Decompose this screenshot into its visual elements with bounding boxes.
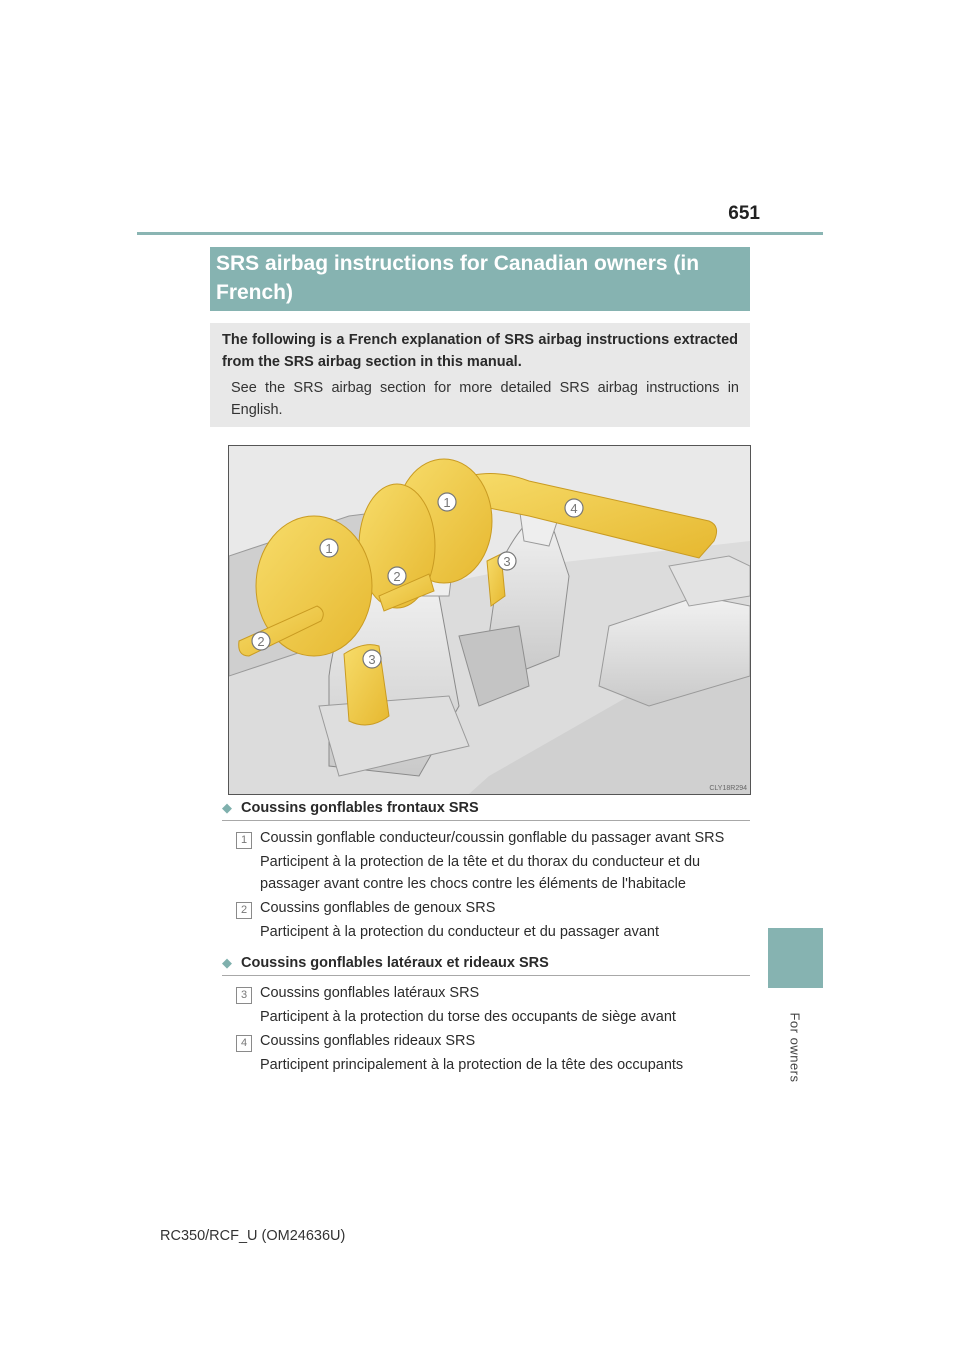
page-number: 651 bbox=[728, 203, 760, 224]
car-interior-drawing bbox=[229, 446, 750, 794]
callout-badge bbox=[388, 567, 406, 585]
section-heading-frontal bbox=[222, 799, 750, 821]
svg-text:2: 2 bbox=[393, 569, 401, 584]
section-heading-side-curtain bbox=[222, 954, 750, 976]
intro-note: See the SRS airbag section for more detailed SRS airbag instructions in English. bbox=[231, 380, 739, 418]
intro-box bbox=[210, 323, 750, 427]
item-description: Participent à la protection de la tête et du thorax du conducteur et du passager avant contre les chocs contre les éléments de l'habitacle bbox=[260, 854, 701, 892]
header-rule bbox=[137, 232, 823, 235]
item-description: Participent à la protection du torse des occupants de siège avant bbox=[260, 1009, 676, 1025]
diamond-bullet-icon: ◆ bbox=[222, 800, 232, 815]
svg-text:3: 3 bbox=[368, 652, 376, 667]
svg-text:1: 1 bbox=[443, 495, 451, 510]
callout-badge bbox=[438, 493, 456, 511]
intro-text: The following is a French explanation of SRS airbag instructions extracted from the SRS airbag section in this manual. bbox=[222, 332, 738, 370]
svg-text:4: 4 bbox=[570, 501, 578, 516]
section-label: Coussins gonflables latéraux et rideaux SRS bbox=[241, 955, 549, 971]
page-title: SRS airbag instructions for Canadian owners (in French) bbox=[216, 252, 700, 304]
diamond-bullet-icon: ◆ bbox=[222, 955, 232, 970]
item-description: Participent principalement à la protection de la tête des occupants bbox=[260, 1057, 684, 1073]
footer-model-code: RC350/RCF_U (OM24636U) bbox=[160, 1228, 346, 1244]
svg-text:2: 2 bbox=[257, 634, 265, 649]
chapter-tab-label: For owners bbox=[787, 1012, 803, 1083]
item-title: Coussin gonflable conducteur/coussin gonflable du passager avant SRS bbox=[260, 830, 725, 846]
item-title: Coussins gonflables de genoux SRS bbox=[260, 900, 496, 916]
airbag-illustration bbox=[228, 445, 751, 795]
callout-badge bbox=[320, 539, 338, 557]
svg-text:3: 3 bbox=[503, 554, 511, 569]
callout-badge bbox=[363, 650, 381, 668]
item-number-badge: 2 bbox=[236, 902, 252, 919]
item-number-badge: 1 bbox=[236, 832, 252, 849]
callout-badge bbox=[252, 632, 270, 650]
figure-code: CLY18R294 bbox=[709, 785, 747, 792]
item-title: Coussins gonflables latéraux SRS bbox=[260, 985, 480, 1001]
item-number-badge: 3 bbox=[236, 987, 252, 1004]
callout-badge bbox=[498, 552, 516, 570]
section-title-banner bbox=[210, 247, 750, 311]
item-number-badge: 4 bbox=[236, 1035, 252, 1052]
svg-text:1: 1 bbox=[325, 541, 333, 556]
chapter-tab bbox=[768, 928, 823, 988]
item-description: Participent à la protection du conducteur et du passager avant bbox=[260, 924, 660, 940]
item-title: Coussins gonflables rideaux SRS bbox=[260, 1033, 476, 1049]
callout-badge bbox=[565, 499, 583, 517]
section-label: Coussins gonflables frontaux SRS bbox=[241, 800, 479, 816]
